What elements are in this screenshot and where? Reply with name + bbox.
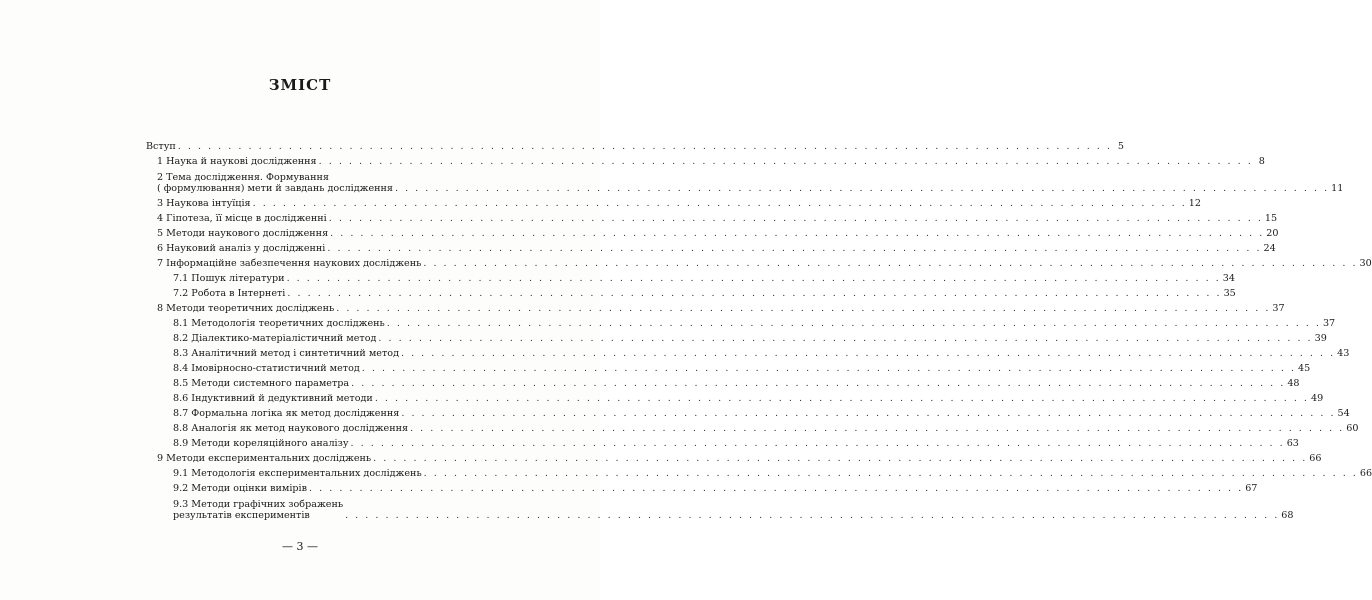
toc-leader-dots — [395, 183, 1329, 194]
toc-entry-title-line: ( формулювання) мети й завдань дослідження — [157, 183, 393, 194]
toc-entry-page: 34 — [1222, 273, 1235, 284]
toc-entry-page: 45 — [1297, 363, 1311, 374]
toc-entry-title — [157, 243, 325, 254]
toc-entry — [146, 374, 1300, 389]
toc-leader-dots — [423, 258, 1357, 269]
toc-leader-dots — [178, 141, 1112, 152]
toc-entry — [146, 137, 1124, 152]
toc-entry-page: 68 — [1281, 510, 1294, 521]
toc-entry-title-line: 8.9 Методи кореляційного аналізу — [173, 438, 349, 449]
toc-leader-dots — [345, 510, 1279, 521]
toc-leader-dots — [375, 393, 1309, 404]
toc-leader-dots — [330, 228, 1264, 239]
toc-entry — [146, 254, 1372, 269]
toc-entry-title — [173, 483, 307, 494]
toc-leader-dots — [329, 213, 1263, 224]
toc-entry-title-line: 8 Методи теоретичних досліджень — [157, 303, 335, 314]
page-number: — 3 — — [282, 540, 318, 553]
toc-entry-title — [157, 303, 334, 314]
toc-entry-page: 37 — [1272, 303, 1285, 314]
toc-entry-title — [157, 228, 328, 239]
toc-entry-title-line: 8.4 Імовірносно-статистичний метод — [173, 363, 360, 374]
toc-leader-dots — [309, 483, 1243, 494]
toc-entry-page: 24 — [1263, 243, 1276, 254]
toc-entry-title-line: Вступ — [146, 141, 176, 152]
toc-entry — [146, 449, 1322, 464]
toc-entry-page: 49 — [1310, 393, 1324, 404]
toc-entry-page: 15 — [1264, 213, 1278, 224]
toc-leader-dots — [378, 333, 1312, 344]
toc-entry-page: 66 — [1309, 453, 1322, 464]
toc-entry-page: 66 — [1359, 468, 1372, 479]
toc-leader-dots — [287, 273, 1221, 284]
toc-entry-title-line: 2 Тема дослідження. Формування — [157, 172, 329, 183]
toc-entry-page: 63 — [1286, 438, 1299, 449]
toc-entry-title — [157, 258, 421, 269]
toc-entry — [146, 209, 1278, 224]
toc-entry — [146, 224, 1279, 239]
toc-entry-title — [157, 453, 371, 464]
toc-entry-title — [173, 333, 376, 344]
toc-entry-page: 11 — [1331, 183, 1344, 194]
toc-leader-dots — [287, 288, 1221, 299]
toc-entry-title-line: 8.1 Методологія теоретичних досліджень — [173, 318, 385, 329]
toc-entry-title — [173, 348, 399, 359]
toc-leader-dots — [351, 378, 1285, 389]
toc-entry-page: 8 — [1258, 156, 1265, 167]
page-title: ЗМІСТ — [268, 76, 332, 94]
toc-entry-title — [173, 288, 285, 299]
toc-entry — [146, 299, 1285, 314]
toc-entry-title — [146, 141, 176, 152]
toc-entry-page: 5 — [1117, 141, 1124, 152]
toc-entry — [146, 419, 1359, 434]
toc-leader-dots — [362, 363, 1296, 374]
toc-entry-title-line: 9.2 Методи оцінки вимірів — [173, 483, 308, 494]
toc-leader-dots — [410, 423, 1344, 434]
toc-entry — [146, 464, 1372, 479]
toc-entry-page: 54 — [1337, 408, 1350, 419]
toc-entry — [146, 167, 1344, 194]
toc-leader-dots — [327, 243, 1261, 254]
toc-entry-title — [173, 363, 360, 374]
toc-entry-page: 48 — [1287, 378, 1300, 389]
toc-entry-title-line: 7 Інформаційне забезпечення наукових досліджень — [157, 258, 422, 269]
toc-leader-dots — [401, 348, 1335, 359]
toc-entry-title — [157, 213, 327, 224]
toc-leader-dots — [253, 198, 1187, 209]
toc-leader-dots — [319, 156, 1253, 167]
toc-leader-dots — [387, 318, 1321, 329]
toc-entry — [146, 329, 1327, 344]
toc-entry-title-line: 7.2 Робота в Інтернеті — [173, 288, 286, 299]
toc-entry-title-line: 9.1 Методологія експериментальних досліджень — [173, 468, 422, 479]
toc-entry-title-line: 5 Методи наукового дослідження — [157, 228, 329, 239]
toc-entry — [146, 239, 1276, 254]
toc-leader-dots — [336, 303, 1270, 314]
toc-entry — [146, 434, 1299, 449]
table-of-contents — [146, 137, 1372, 521]
toc-entry-title-line: 9.3 Методи графічних зображень — [173, 499, 344, 510]
toc-entry — [146, 359, 1311, 374]
toc-entry-title — [173, 318, 385, 329]
toc-entry — [146, 152, 1265, 167]
toc-entry — [146, 269, 1235, 284]
toc-entry-page: 67 — [1245, 483, 1258, 494]
toc-entry-title-line: 8.5 Методи системного параметра — [173, 378, 350, 389]
toc-entry-title-line: результатів експериментів — [173, 510, 310, 521]
toc-entry-title-line: 1 Наука й наукові дослідження — [157, 156, 317, 167]
toc-entry-title-line: 3 Наукова інтуїція — [157, 198, 251, 209]
toc-entry-title — [173, 408, 399, 419]
toc-entry-title-line: 8.3 Аналітичний метод і синтетичний метод — [173, 348, 399, 359]
toc-entry-page: 30 — [1359, 258, 1372, 269]
toc-entry — [146, 494, 1294, 521]
toc-leader-dots — [373, 453, 1307, 464]
toc-entry-title — [157, 156, 317, 167]
toc-entry-page: 60 — [1346, 423, 1359, 434]
toc-entry — [146, 284, 1236, 299]
toc-entry-title-line: 6 Науковий аналіз у дослідженні — [157, 243, 326, 254]
toc-entry-title — [173, 273, 285, 284]
toc-entry-page: 43 — [1337, 348, 1350, 359]
toc-leader-dots — [351, 438, 1285, 449]
toc-entry-title-line: 8.7 Формальна логіка як метод дослідження — [173, 408, 400, 419]
toc-entry — [146, 479, 1258, 494]
toc-entry-page: 39 — [1314, 333, 1327, 344]
toc-entry-page: 35 — [1223, 288, 1236, 299]
toc-entry-title — [173, 393, 373, 404]
toc-entry-page: 37 — [1322, 318, 1336, 329]
toc-entry-title — [173, 438, 349, 449]
toc-entry — [146, 314, 1336, 329]
toc-entry-page: 12 — [1188, 198, 1201, 209]
toc-entry-title — [173, 468, 422, 479]
toc-entry-title — [173, 499, 343, 521]
toc-entry-title-line: 8.2 Діалектико-матеріалістичний метод — [173, 333, 377, 344]
toc-entry-page: 20 — [1266, 228, 1279, 239]
toc-entry-title — [173, 378, 349, 389]
toc-entry-title-line: 8.6 Індуктивний й дедуктивний методи — [173, 393, 373, 404]
toc-entry — [146, 389, 1324, 404]
toc-entry-title — [157, 198, 251, 209]
toc-entry-title-line: 7.1 Пошук літератури — [173, 273, 285, 284]
toc-entry-title-line: 8.8 Аналогія як метод наукового дослідження — [173, 423, 409, 434]
toc-leader-dots — [424, 468, 1358, 479]
toc-entry-title-line: 9 Методи експериментальних досліджень — [157, 453, 372, 464]
toc-entry — [146, 194, 1201, 209]
toc-entry-title — [157, 172, 393, 194]
toc-entry-title-line: 4 Гіпотеза, її місце в дослідженні — [157, 213, 327, 224]
toc-entry-title — [173, 423, 408, 434]
toc-entry — [146, 344, 1350, 359]
toc-leader-dots — [401, 408, 1335, 419]
toc-entry — [146, 404, 1350, 419]
